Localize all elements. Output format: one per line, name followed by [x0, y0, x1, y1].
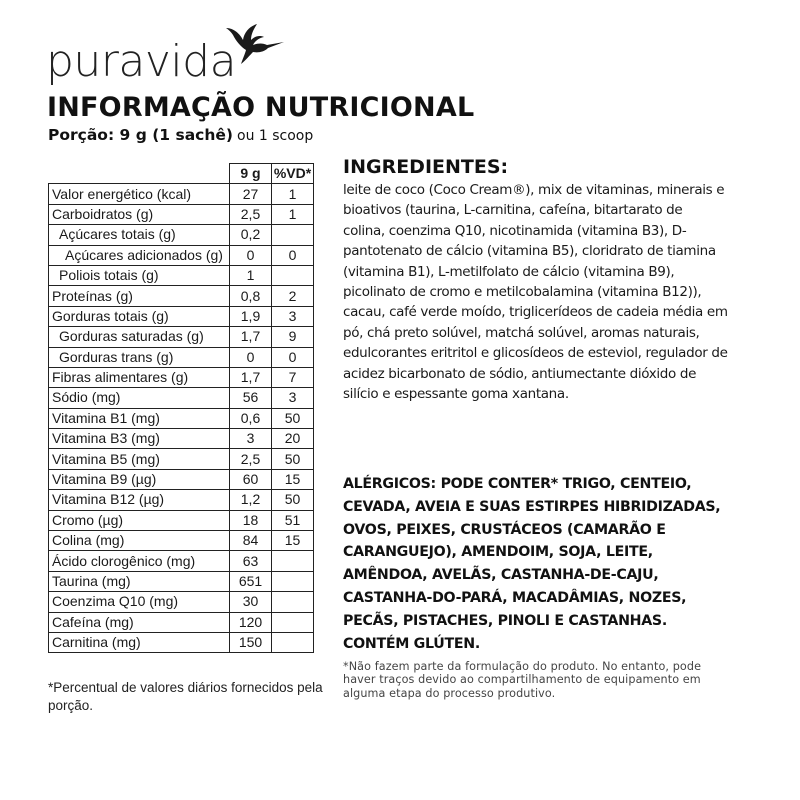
- portion-text: Porção: 9 g (1 sachê): [48, 126, 233, 144]
- nutrient-dv: 0: [272, 347, 314, 367]
- nutrient-dv: 9: [272, 327, 314, 347]
- table-row: [49, 245, 314, 265]
- nutrient-dv: 50: [272, 449, 314, 469]
- nutrient-amount: 3: [230, 429, 272, 449]
- nutrient-dv: 15: [272, 469, 314, 489]
- table-header-blank: [49, 164, 230, 184]
- table-row: [49, 347, 314, 367]
- table-row: [49, 184, 314, 204]
- table-row: [49, 367, 314, 387]
- table-row: [49, 632, 314, 652]
- table-row: [49, 225, 314, 245]
- table-row: [49, 306, 314, 326]
- nutrient-name: Vitamina B3 (mg): [49, 429, 230, 449]
- nutrient-amount: 56: [230, 388, 272, 408]
- table-row: [49, 490, 314, 510]
- nutrient-name: Taurina (mg): [49, 571, 230, 591]
- table-row: [49, 286, 314, 306]
- nutrient-name: Colina (mg): [49, 531, 230, 551]
- nutrient-amount: 18: [230, 510, 272, 530]
- table-row: [49, 592, 314, 612]
- nutrient-name: Vitamina B5 (mg): [49, 449, 230, 469]
- table-header-row: [49, 164, 314, 184]
- header-dv: %VD*: [272, 164, 314, 184]
- table-row: [49, 510, 314, 530]
- hummingbird-icon: [224, 22, 286, 66]
- dv-footnote: *Percentual de valores diários fornecidos pela porção.: [48, 680, 323, 713]
- nutrient-name: Carboidratos (g): [49, 204, 230, 224]
- nutrient-amount: 120: [230, 612, 272, 632]
- nutrient-dv: 50: [272, 408, 314, 428]
- nutrient-amount: 84: [230, 531, 272, 551]
- nutrient-name: Gorduras totais (g): [49, 306, 230, 326]
- brand-logo: [46, 22, 286, 87]
- nutrient-dv: [272, 571, 314, 591]
- nutrient-name: Vitamina B9 (µg): [49, 469, 230, 489]
- nutrient-name: Gorduras saturadas (g): [49, 327, 230, 347]
- nutrient-amount: 1,7: [230, 327, 272, 347]
- nutrient-name: Açúcares totais (g): [49, 225, 230, 245]
- nutrient-dv: 3: [272, 388, 314, 408]
- portion-size: [48, 126, 313, 144]
- nutrient-dv: 7: [272, 367, 314, 387]
- nutrient-name: Sódio (mg): [49, 388, 230, 408]
- nutrient-amount: 2,5: [230, 204, 272, 224]
- table-row: [49, 469, 314, 489]
- nutrient-amount: 651: [230, 571, 272, 591]
- nutrient-dv: 0: [272, 245, 314, 265]
- nutrient-dv: 1: [272, 184, 314, 204]
- nutrient-dv: 2: [272, 286, 314, 306]
- nutrient-dv: [272, 632, 314, 652]
- nutrient-dv: 1: [272, 204, 314, 224]
- nutrient-amount: 0,6: [230, 408, 272, 428]
- nutrient-amount: 60: [230, 469, 272, 489]
- nutrient-dv: [272, 592, 314, 612]
- nutrient-name: Ácido clorogênico (mg): [49, 551, 230, 571]
- nutrient-name: Cafeína (mg): [49, 612, 230, 632]
- nutrient-amount: 0: [230, 245, 272, 265]
- nutrition-title: INFORMAÇÃO NUTRICIONAL: [47, 92, 475, 123]
- nutrient-amount: 1,7: [230, 367, 272, 387]
- nutrient-name: Fibras alimentares (g): [49, 367, 230, 387]
- nutrient-dv: [272, 551, 314, 571]
- table-row: [49, 571, 314, 591]
- table-row: [49, 265, 314, 285]
- nutrient-name: Vitamina B12 (µg): [49, 490, 230, 510]
- ingredients-text: leite de coco (Coco Cream®), mix de vitaminas, minerais e bioativos (taurina, L-carnitina, cafeína, bitartarato de colina, coenzima Q10, nicotinamida (vitamina B3), D-pantotenato de cálcio (vitamina B5), cloridrato de tiamina (vitamina B1), L-metilfolato de cálcio (vitamina B9), picolinato de cromo e metilcobalamina (vitamina B12)), cacau, café verde moído, triglicerídeos de cadeia média em pó, chá preto solúvel, matchá solúvel, aromas naturais, edulcorantes eritritol e glicosídeos de esteviol, regulador de acidez bicarbonato de sódio, antiumectante dióxido de silício e espessante goma xantana.: [343, 182, 728, 403]
- allergens-text: ALÉRGICOS: PODE CONTER* TRIGO, CENTEIO, CEVADA, AVEIA E SUAS ESTIRPES HIBRIDIZADAS, OVOS, PEIXES, CRUSTÁCEOS (CAMARÃO E CARANGUEJO), AMENDOIM, SOJA, LEITE, AMÊNDOA, AVELÃS, CASTANHA-DE-CAJU, CASTANHA-DO-PARÁ, MACADÂMIAS, NOZES, PECÃS, PISTACHES, PINOLI E CASTANHAS. CONTÉM GLÚTEN.: [343, 476, 721, 652]
- nutrient-name: Açúcares adicionados (g): [49, 245, 230, 265]
- nutrient-name: Gorduras trans (g): [49, 347, 230, 367]
- table-row: [49, 612, 314, 632]
- nutrient-name: Valor energético (kcal): [49, 184, 230, 204]
- nutrient-amount: 27: [230, 184, 272, 204]
- table-row: [49, 388, 314, 408]
- nutrition-table: [48, 163, 314, 653]
- table-row: [49, 408, 314, 428]
- nutrient-dv: 50: [272, 490, 314, 510]
- nutrient-amount: 150: [230, 632, 272, 652]
- ingredients-title: INGREDIENTES:: [343, 156, 509, 178]
- table-row: [49, 551, 314, 571]
- nutrient-name: Carnitina (mg): [49, 632, 230, 652]
- nutrient-dv: 15: [272, 531, 314, 551]
- nutrient-dv: 3: [272, 306, 314, 326]
- header-amount: 9 g: [230, 164, 272, 184]
- nutrient-dv: 20: [272, 429, 314, 449]
- nutrient-dv: [272, 612, 314, 632]
- nutrient-name: Cromo (µg): [49, 510, 230, 530]
- nutrient-amount: 0,8: [230, 286, 272, 306]
- table-row: [49, 531, 314, 551]
- nutrient-name: Proteínas (g): [49, 286, 230, 306]
- nutrient-name: Vitamina B1 (mg): [49, 408, 230, 428]
- nutrient-amount: 0: [230, 347, 272, 367]
- nutrient-dv: [272, 225, 314, 245]
- nutrient-dv: 51: [272, 510, 314, 530]
- nutrient-amount: 1,2: [230, 490, 272, 510]
- table-row: [49, 327, 314, 347]
- nutrient-amount: 2,5: [230, 449, 272, 469]
- allergens-note: *Não fazem parte da formulação do produto. No entanto, pode haver traços devido ao compartilhamento de equipamento em alguma etapa do processo produtivo.: [343, 660, 702, 700]
- nutrient-name: Coenzima Q10 (mg): [49, 592, 230, 612]
- table-row: [49, 449, 314, 469]
- nutrient-amount: 30: [230, 592, 272, 612]
- nutrient-amount: 1,9: [230, 306, 272, 326]
- nutrient-amount: 1: [230, 265, 272, 285]
- nutrient-amount: 63: [230, 551, 272, 571]
- portion-alt-text: ou 1 scoop: [237, 128, 314, 144]
- table-row: [49, 429, 314, 449]
- nutrient-name: Poliois totais (g): [49, 265, 230, 285]
- table-row: [49, 204, 314, 224]
- nutrient-amount: 0,2: [230, 225, 272, 245]
- nutrient-dv: [272, 265, 314, 285]
- brand-name: puravida: [46, 36, 237, 87]
